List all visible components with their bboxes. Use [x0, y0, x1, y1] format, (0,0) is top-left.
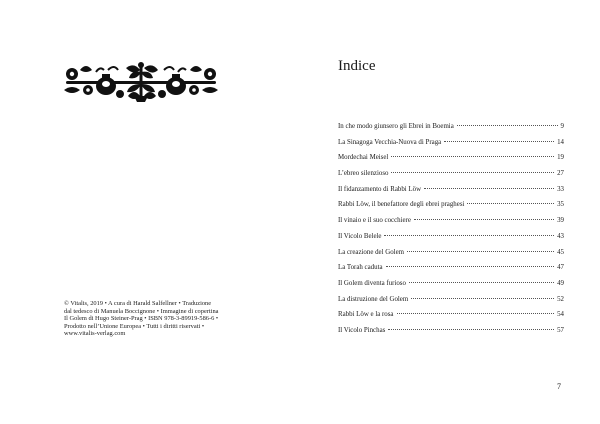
toc-dot-leader [397, 313, 555, 314]
toc-dot-leader [414, 219, 554, 220]
toc-entry[interactable] [338, 123, 564, 139]
toc-dot-leader [457, 125, 558, 126]
colophon [64, 300, 252, 338]
toc-entry-page: 57 [557, 326, 564, 334]
toc-entry-page: 39 [557, 217, 564, 225]
toc-entry-page: 9 [560, 123, 564, 130]
toc-entry-title: In che modo giunsero gli Ebrei in Boemia [338, 123, 454, 130]
toc-title: Indice [338, 58, 376, 74]
toc-dot-leader [391, 156, 554, 157]
toc-dot-leader [407, 251, 554, 252]
toc-entry[interactable] [338, 170, 564, 186]
toc-entry-title: Il Vicolo Pinchas [338, 326, 386, 334]
toc-entry[interactable] [338, 139, 564, 155]
floral-ornament-icon [60, 60, 222, 104]
table-of-contents [338, 123, 564, 343]
toc-entry[interactable] [338, 327, 564, 343]
toc-dot-leader [386, 266, 555, 267]
colophon-line: dal tedesco di Manuela Boccignone • Immagine di copertina [64, 307, 219, 315]
toc-entry[interactable] [338, 186, 564, 202]
toc-entry-title: La Torah caduta [338, 264, 383, 272]
toc-entry[interactable] [338, 201, 564, 217]
toc-entry-page: 49 [557, 279, 564, 287]
toc-dot-leader [411, 298, 554, 299]
toc-dot-leader [384, 235, 554, 236]
toc-dot-leader [388, 329, 554, 330]
toc-entry-title: L’ebreo silenzioso [338, 170, 389, 178]
toc-entry-title: La distruzione del Golem [338, 295, 409, 303]
colophon-line: www.vitalis-verlag.com [64, 330, 126, 338]
toc-dot-leader [424, 188, 554, 189]
toc-entry-title: Mordechai Meisel [338, 154, 389, 162]
toc-entry-title: Il fidanzamento di Rabbi Löw [338, 185, 422, 193]
toc-dot-leader [467, 203, 554, 204]
toc-dot-leader [391, 172, 554, 173]
toc-entry-title: Rabbi Löw e la rosa [338, 311, 394, 319]
toc-entry-title: Il Golem diventa furioso [338, 279, 406, 287]
toc-entry-page: 47 [557, 264, 564, 272]
toc-entry[interactable] [338, 249, 564, 265]
toc-entry-page: 19 [557, 154, 564, 162]
colophon-line: Prodotto nell’Unione Europea • Tutti i diritti riservati • [64, 322, 205, 330]
toc-entry[interactable] [338, 311, 564, 327]
toc-entry-page: 33 [557, 185, 564, 193]
colophon-line: Il Golem di Hugo Steiner-Prag • ISBN 978-3-89919-586-6 • [64, 315, 219, 323]
toc-entry-page: 45 [557, 248, 564, 256]
toc-entry-page: 43 [557, 232, 564, 240]
toc-entry-page: 54 [557, 311, 564, 319]
toc-entry[interactable] [338, 280, 564, 296]
toc-entry-title: Il Vicolo Belele [338, 232, 382, 240]
toc-entry[interactable] [338, 154, 564, 170]
toc-entry[interactable] [338, 217, 564, 233]
toc-entry-page: 35 [557, 201, 564, 209]
toc-entry-title: Rabbi Löw, il benefattore degli ebrei praghesi [338, 201, 465, 209]
page-number: 7 [557, 382, 561, 391]
toc-dot-leader [409, 282, 554, 283]
toc-entry-page: 52 [557, 295, 564, 303]
toc-entry-page: 27 [557, 170, 564, 178]
toc-dot-leader [444, 141, 554, 142]
toc-entry-page: 14 [557, 138, 564, 146]
colophon-line: © Vitalis, 2019 • A cura di Harald Salfellner • Traduzione [64, 300, 212, 307]
toc-entry-title: La Sinagoga Vecchia-Nuova di Praga [338, 138, 442, 146]
toc-entry[interactable] [338, 233, 564, 249]
toc-entry-title: La creazione del Golem [338, 248, 404, 256]
toc-entry[interactable] [338, 264, 564, 280]
toc-entry[interactable] [338, 296, 564, 312]
toc-entry-title: Il vinaio e il suo cocchiere [338, 217, 411, 225]
